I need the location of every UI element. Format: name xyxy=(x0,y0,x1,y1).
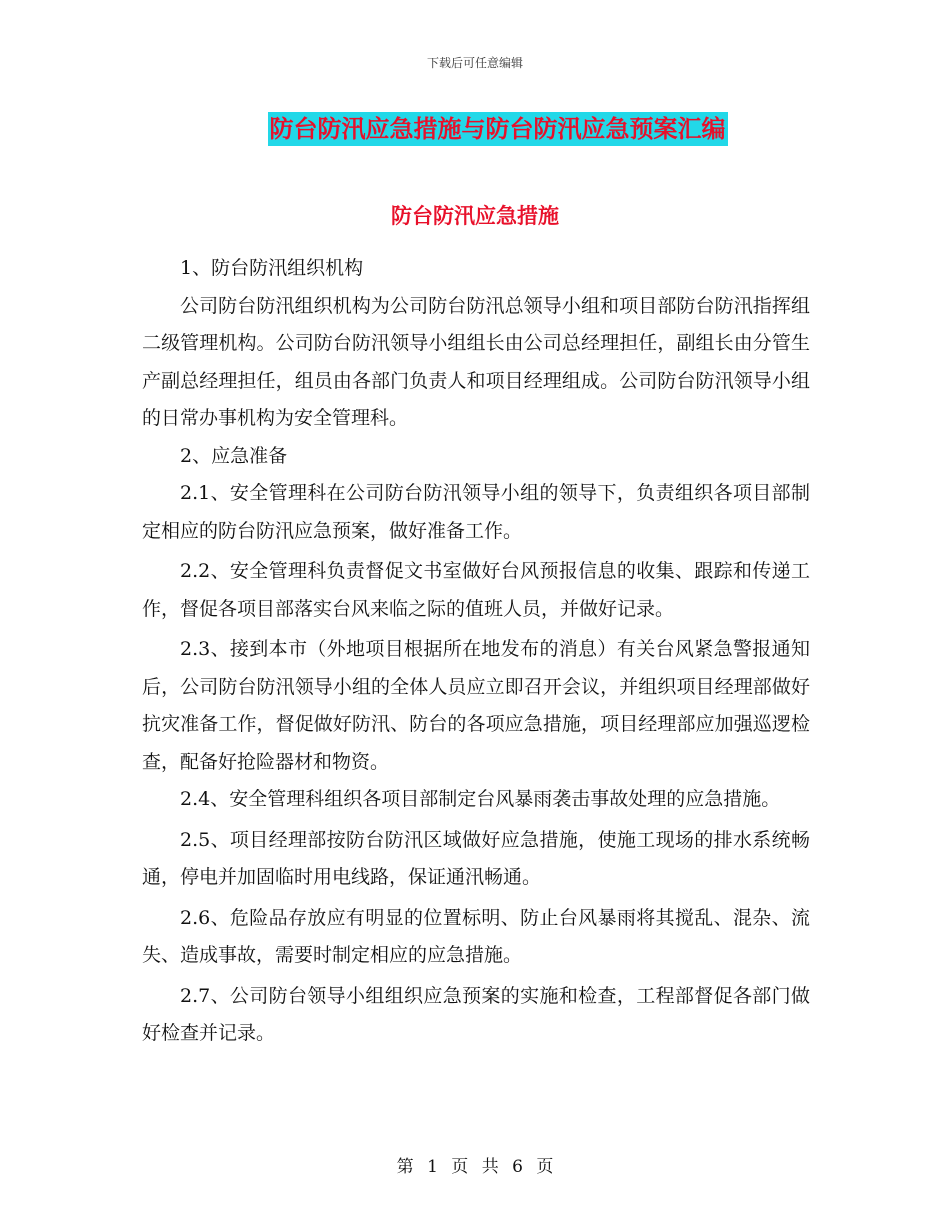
paragraph: 2.7、公司防台领导小组组织应急预案的实施和检查，工程部督促各部门做好检查并记录。 xyxy=(142,984,810,1044)
paragraph-heading-1: 1、防台防汛组织机构 xyxy=(180,257,364,279)
paragraph: 公司防台防汛组织机构为公司防台防汛总领导小组和项目部防台防汛指挥组二级管理机构。公司防台防汛领导小组组长由公司总经理担任，副组长由分管生产副总经理担任，组员由各部门负责人和项目经理组成。公司防台防汛领导小组的日常办事机构为安全管理科。 xyxy=(142,294,810,429)
page-footer xyxy=(0,1152,950,1177)
document-title: 防台防汛应急措施与防台防汛应急预案汇编 xyxy=(268,112,728,146)
paragraph: 2.4、安全管理科组织各项目部制定台风暴雨袭击事故处理的应急措施。 xyxy=(180,788,781,810)
page-current: 1 xyxy=(427,1157,438,1177)
document-title-wrap xyxy=(0,112,950,146)
header-note: 下载后可任意编辑 xyxy=(426,56,523,70)
paragraph: 2.1、安全管理科在公司防台防汛领导小组的领导下，负责组织各项目部制定相应的防台防汛应急预案，做好准备工作。 xyxy=(142,482,810,542)
paragraph-heading-2: 2、应急准备 xyxy=(180,444,288,467)
section-title: 防台防汛应急措施 xyxy=(391,204,559,228)
page-total-prefix: 共 xyxy=(481,1157,499,1177)
paragraph: 2.3、接到本市（外地项目根据所在地发布的消息）有关台风紧急警报通知后，公司防台防汛领导小组的全体人员应立即召开会议，并组织项目经理部做好抗灾准备工作，督促做好防汛、防台的各项应急措施，项目经理部应加强巡逻检查，配备好抢险器材和物资。 xyxy=(142,638,810,773)
paragraph: 2.6、危险品存放应有明显的位置标明、防止台风暴雨将其搅乱、混杂、流失、造成事故，需要时制定相应的应急措施。 xyxy=(142,906,810,966)
document-body xyxy=(142,250,810,1053)
page-label-suffix: 页 xyxy=(536,1157,554,1177)
page-label-mid: 页 xyxy=(451,1157,469,1177)
paragraph: 2.5、项目经理部按防台防汛区域做好应急措施，使施工现场的排水系统畅通，停电并加固临时用电线路，保证通汛畅通。 xyxy=(142,828,810,888)
paragraph: 2.2、安全管理科负责督促文书室做好台风预报信息的收集、跟踪和传递工作，督促各项目部落实台风来临之际的值班人员，并做好记录。 xyxy=(142,560,810,620)
page-label-prefix: 第 xyxy=(396,1157,414,1177)
page-total: 6 xyxy=(512,1157,523,1177)
